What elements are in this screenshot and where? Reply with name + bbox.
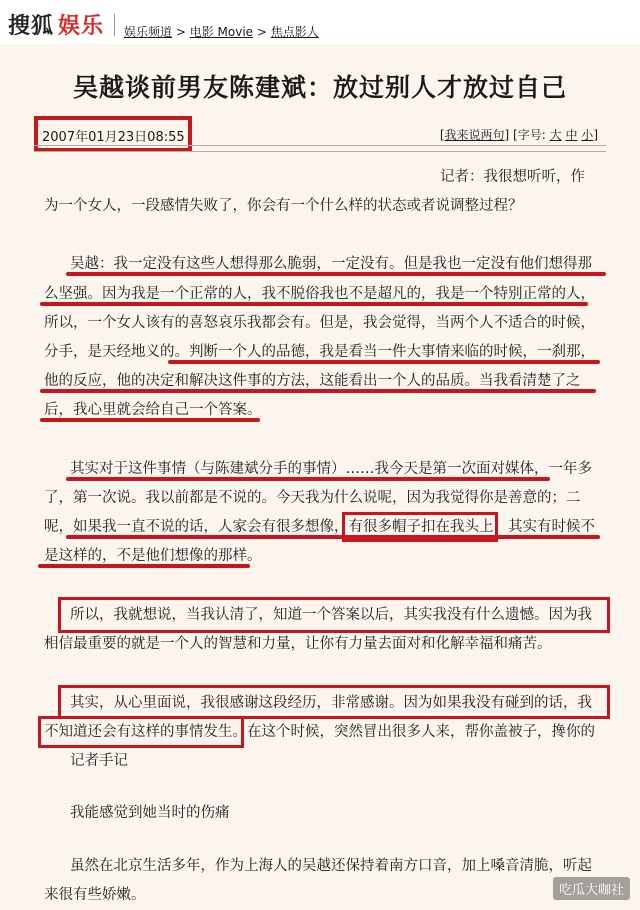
highlight-underline	[168, 360, 600, 364]
body-line: 所以，一个女人该有的喜怒哀乐我都会有。但是，我会觉得，当两个人不适合的时候，	[44, 315, 595, 331]
body-line: 记者：我很想听听，作	[440, 169, 585, 185]
body-line: 不知道还会有这样的事情发生。在这个时候，突然冒出很多人来，帮你盖被子，搀你的	[44, 724, 595, 740]
body-line: 为一个女人，一段感情失败了，你会有一个什么样的状态或者说调整过程？	[44, 198, 523, 214]
date-highlight-box	[34, 116, 192, 152]
breadcrumb-link-movie[interactable]: 电影 Movie	[189, 25, 254, 39]
body-line: 其实，从心里面说，我很感谢这段经历，非常感谢。因为如果我没有碰到的话，我	[70, 695, 592, 711]
publish-date: 2007年01月23日08:55	[42, 130, 185, 145]
body-line: 分手，是天经地义的。判断一个人的品德，我是看当一件大事情来临的时候，一刹那，	[44, 344, 595, 360]
body-line: 么坚强。因为我是一个正常的人，我不脱俗我也不是超凡的，我是一个特别正常的人，	[44, 286, 595, 302]
article-title: 吴越谈前男友陈建斌：放过别人才放过自己	[72, 73, 567, 102]
article-tools	[440, 126, 598, 143]
body-line: 所以，我就想说，当我认清了，知道一个答案以后，其实我没有什么遗憾。因为我	[70, 607, 592, 623]
breadcrumb	[124, 23, 319, 40]
logo-divider	[114, 14, 115, 36]
highlight-underline	[40, 418, 260, 422]
highlight-underline	[66, 535, 600, 539]
body-line: 了，第一次说。我以前都是不说的。今天我为什么说呢，因为我觉得你是善意的；二	[44, 490, 581, 506]
comment-link[interactable]: [我来说两句]	[439, 128, 510, 142]
top-rule-2	[34, 151, 606, 152]
highlight-underline	[38, 564, 250, 568]
sohu-logo[interactable]: 搜狐	[8, 14, 55, 39]
watermark: 吃瓜大咖社	[553, 877, 630, 900]
highlight-box	[58, 597, 610, 633]
body-line: 虽然在北京生活多年，作为上海人的吴越还保持着南方口音，加上嗓音清脆，听起	[70, 858, 592, 874]
breadcrumb-separator: >	[253, 25, 271, 39]
body-line: 后，我心里就会给自己一个答案。	[44, 402, 262, 418]
highlight-box	[38, 716, 244, 748]
breadcrumb-link-yule[interactable]: 娱乐频道	[124, 25, 173, 39]
highlight-box	[58, 685, 610, 719]
font-size-close: ]	[593, 128, 598, 142]
body-line: 他的反应，他的决定和解决这件事的方法，这能看出一个人的品质。当我看清楚了之	[44, 373, 581, 389]
body-line: 来很有些娇嫩。	[44, 887, 146, 903]
font-size-label: [字号:	[513, 128, 546, 142]
font-medium-button[interactable]: 中	[565, 128, 578, 142]
site-header	[0, 0, 640, 44]
body-line: 吴越：我一定没有这些人想得那么脆弱，一定没有。但是我也一定没有他们想得那	[70, 256, 592, 272]
body-line: 相信最重要的就是一个人的智慧和力量，让你有力量去面对和化解幸福和痛苦。	[44, 636, 552, 652]
highlight-underline	[66, 272, 606, 276]
top-rule	[34, 145, 606, 146]
section-subheading: 我能感觉到她当时的伤痛	[70, 805, 230, 821]
body-line: 是这样的，不是他们想像的那样。	[44, 548, 262, 564]
font-small-button[interactable]: 小	[581, 128, 594, 142]
yule-logo[interactable]: 娱乐	[58, 14, 105, 39]
body-line: 其实对于这件事情（与陈建斌分手的事情）……我今天是第一次面对媒体，一年多	[70, 461, 592, 477]
highlight-underline	[40, 389, 596, 393]
section-heading: 记者手记	[70, 753, 128, 769]
highlight-underline	[66, 477, 550, 481]
highlight-box	[342, 512, 498, 542]
body-line: 呢，如果我一直不说的话，人家会有很多想像，有很多帽子扣在我头上，其实有时候不	[44, 519, 595, 535]
highlight-underline	[40, 302, 588, 306]
breadcrumb-link-people[interactable]: 焦点影人	[270, 25, 319, 39]
font-large-button[interactable]: 大	[549, 128, 562, 142]
breadcrumb-separator: >	[172, 25, 190, 39]
